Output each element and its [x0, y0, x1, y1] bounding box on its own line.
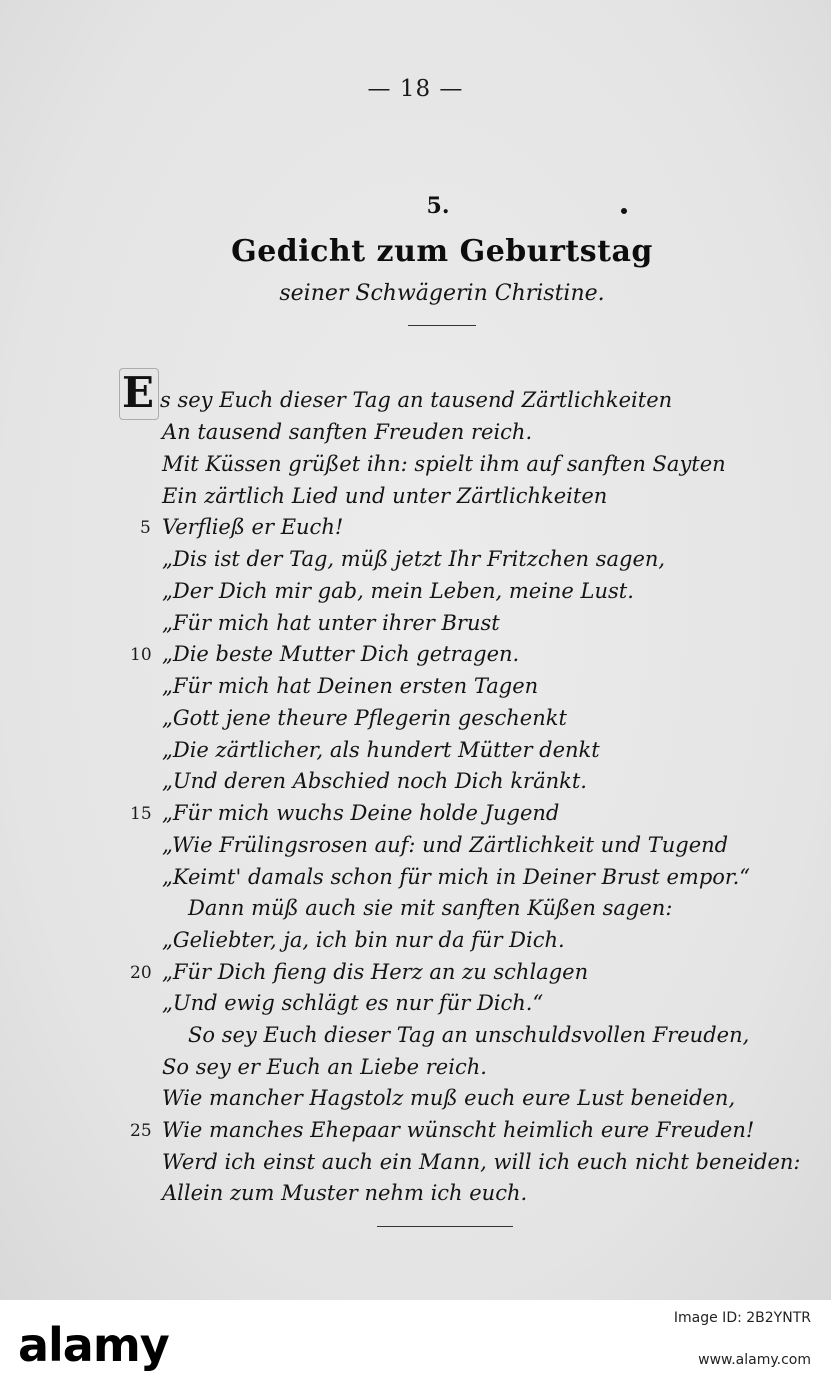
poem-line [0, 833, 831, 864]
line-text: Wie manches Ehepaar wünscht heimlich eure Freuden! [162, 1118, 755, 1142]
poem-line [0, 642, 831, 673]
poem-line [0, 991, 831, 1022]
line-text: Werd ich einst auch ein Mann, will ich euch nicht beneiden: [162, 1150, 801, 1174]
end-rule [377, 1226, 513, 1227]
line-text: „Und ewig schlägt es nur für Dich.“ [162, 991, 544, 1015]
watermark-footer [0, 1300, 831, 1390]
line-text: „Für mich hat unter ihrer Brust [162, 611, 500, 635]
line-text: „Für mich hat Deinen ersten Tagen [162, 674, 539, 698]
page-number: — 18 — [367, 76, 464, 102]
line-text: „Gott jene theure Pflegerin geschenkt [162, 706, 567, 730]
line-text: „Die zärtlicher, als hundert Mütter denkt [162, 738, 600, 762]
line-number: 5 [140, 518, 151, 538]
poem-line [0, 1181, 831, 1212]
poem-subtitle: seiner Schwägerin Christine. [279, 281, 605, 306]
line-text: „Die beste Mutter Dich getragen. [162, 642, 520, 666]
line-text: Ein zärtlich Lied und unter Zärtlichkeiten [162, 484, 608, 508]
poem-line [0, 579, 831, 610]
poem-line [0, 484, 831, 515]
poem-line [0, 1055, 831, 1086]
poem-line [0, 706, 831, 737]
poem-line [0, 1118, 831, 1149]
poem-line [0, 547, 831, 578]
line-text: Wie mancher Hagstolz muß euch eure Lust beneiden, [162, 1086, 736, 1110]
line-text: „Und deren Abschied noch Dich kränkt. [162, 769, 587, 793]
line-number: 15 [130, 804, 152, 824]
line-number: 20 [130, 963, 152, 983]
poem-line [0, 1150, 831, 1181]
line-text: Mit Küssen grüßet ihn: spielt ihm auf sanften Sayten [162, 452, 726, 476]
poem-line [0, 769, 831, 800]
ink-speck [621, 208, 627, 214]
line-text: So sey Euch dieser Tag an unschuldsvollen Freuden, [188, 1023, 750, 1047]
line-number: 25 [130, 1121, 152, 1141]
line-text: „Wie Frülingsrosen auf: und Zärtlichkeit und Tugend [162, 833, 729, 857]
line-text: Dann müß auch sie mit sanften Küßen sagen: [188, 896, 673, 920]
image-id: Image ID: 2B2YNTR [673, 1310, 811, 1326]
line-text: „Geliebter, ja, ich bin nur da für Dich. [162, 928, 565, 952]
poem-line [0, 1086, 831, 1117]
line-text: „Dis ist der Tag, müß jetzt Ihr Fritzchen sagen, [162, 547, 666, 571]
poem-line [0, 674, 831, 705]
line-text: An tausend sanften Freuden reich. [162, 420, 533, 444]
line-text: s sey Euch dieser Tag an tausend Zärtlichkeiten [160, 388, 673, 412]
line-text: „Für Dich fieng dis Herz an zu schlagen [162, 960, 589, 984]
poem-line [0, 452, 831, 483]
poem-line [0, 515, 831, 546]
poem-line [0, 865, 831, 896]
poem-line [0, 801, 831, 832]
site-url: www.alamy.com [698, 1352, 811, 1368]
line-number: 10 [130, 645, 152, 665]
poem-line [0, 928, 831, 959]
line-text: Allein zum Muster nehm ich euch. [162, 1181, 528, 1205]
line-text: „Für mich wuchs Deine holde Jugend [162, 801, 560, 825]
poem-line [0, 960, 831, 991]
poem-line [0, 738, 831, 769]
drop-cap-initial: E [121, 368, 154, 417]
poem-line [0, 611, 831, 642]
poem-line [0, 1023, 831, 1054]
line-text: Verfließ er Euch! [162, 515, 344, 539]
poem-number: 5. [426, 193, 450, 219]
poem-line [0, 420, 831, 451]
line-text: „Der Dich mir gab, mein Leben, meine Lust. [162, 579, 634, 603]
poem-line [0, 388, 831, 419]
title-rule [408, 325, 476, 326]
poem-title: Gedicht zum Geburtstag [231, 234, 653, 269]
line-text: So sey er Euch an Liebe reich. [162, 1055, 487, 1079]
stock-logo: alamy [18, 1318, 169, 1372]
poem-line [0, 896, 831, 927]
line-text: „Keimt' damals schon für mich in Deiner Brust empor.“ [162, 865, 751, 889]
